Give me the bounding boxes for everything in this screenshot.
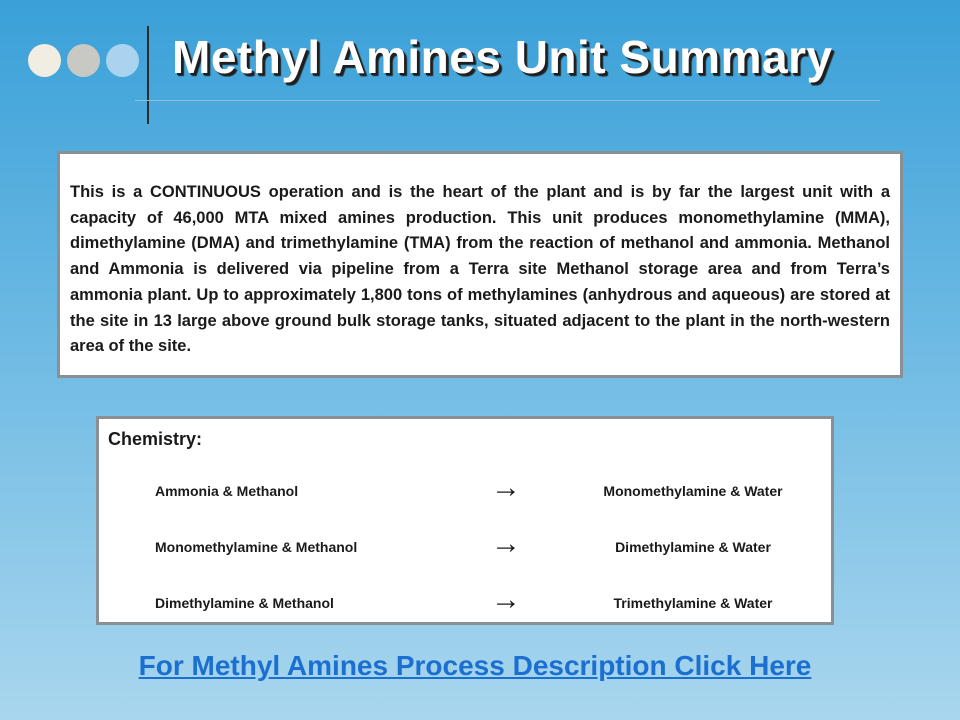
reaction-reactants: Ammonia & Methanol bbox=[155, 483, 299, 499]
decorative-dots bbox=[28, 44, 139, 77]
reaction-products: Trimethylamine & Water bbox=[613, 595, 773, 611]
reaction-reactants: Monomethylamine & Methanol bbox=[155, 539, 358, 555]
reaction-products: Monomethylamine & Water bbox=[603, 483, 783, 499]
reaction-row bbox=[99, 471, 831, 506]
process-description-link[interactable]: For Methyl Amines Process Description Click Here bbox=[138, 650, 812, 681]
dot-3 bbox=[106, 44, 139, 77]
reaction-reactants: Dimethylamine & Methanol bbox=[155, 595, 334, 611]
reaction-row bbox=[99, 583, 831, 618]
title-horizontal-rule bbox=[135, 100, 880, 101]
dot-2 bbox=[67, 44, 100, 77]
summary-box bbox=[57, 151, 903, 378]
arrow-right-icon: → bbox=[491, 583, 521, 616]
arrow-right-icon: → bbox=[491, 527, 521, 560]
chemistry-heading: Chemistry: bbox=[108, 429, 203, 449]
arrow-right-icon: → bbox=[491, 471, 521, 504]
dot-1 bbox=[28, 44, 61, 77]
reaction-row bbox=[99, 527, 831, 562]
chemistry-box bbox=[96, 416, 834, 625]
summary-text: This is a CONTINUOUS operation and is the heart of the plant and is by far the largest unit with a capacity of 46,000 MTA mixed amines production. This unit produces monomethylamine (MMA), dimethylamine (DMA) and trimethylamine (TMA) from the reaction of methanol and ammonia. Methanol and Ammonia is delivered via pipeline from a Terra site Methanol storage area and from Terra’s ammonia plant. Up to approximately 1,800 tons of methylamines (anhydrous and aqueous) are stored at the site in 13 large above ground bulk storage tanks, situated adjacent to the plant in the north-western area of the site. bbox=[70, 183, 890, 356]
title-vertical-rule bbox=[147, 26, 149, 124]
slide-title: Methyl Amines Unit Summary bbox=[172, 31, 833, 83]
reaction-products: Dimethylamine & Water bbox=[615, 539, 771, 555]
